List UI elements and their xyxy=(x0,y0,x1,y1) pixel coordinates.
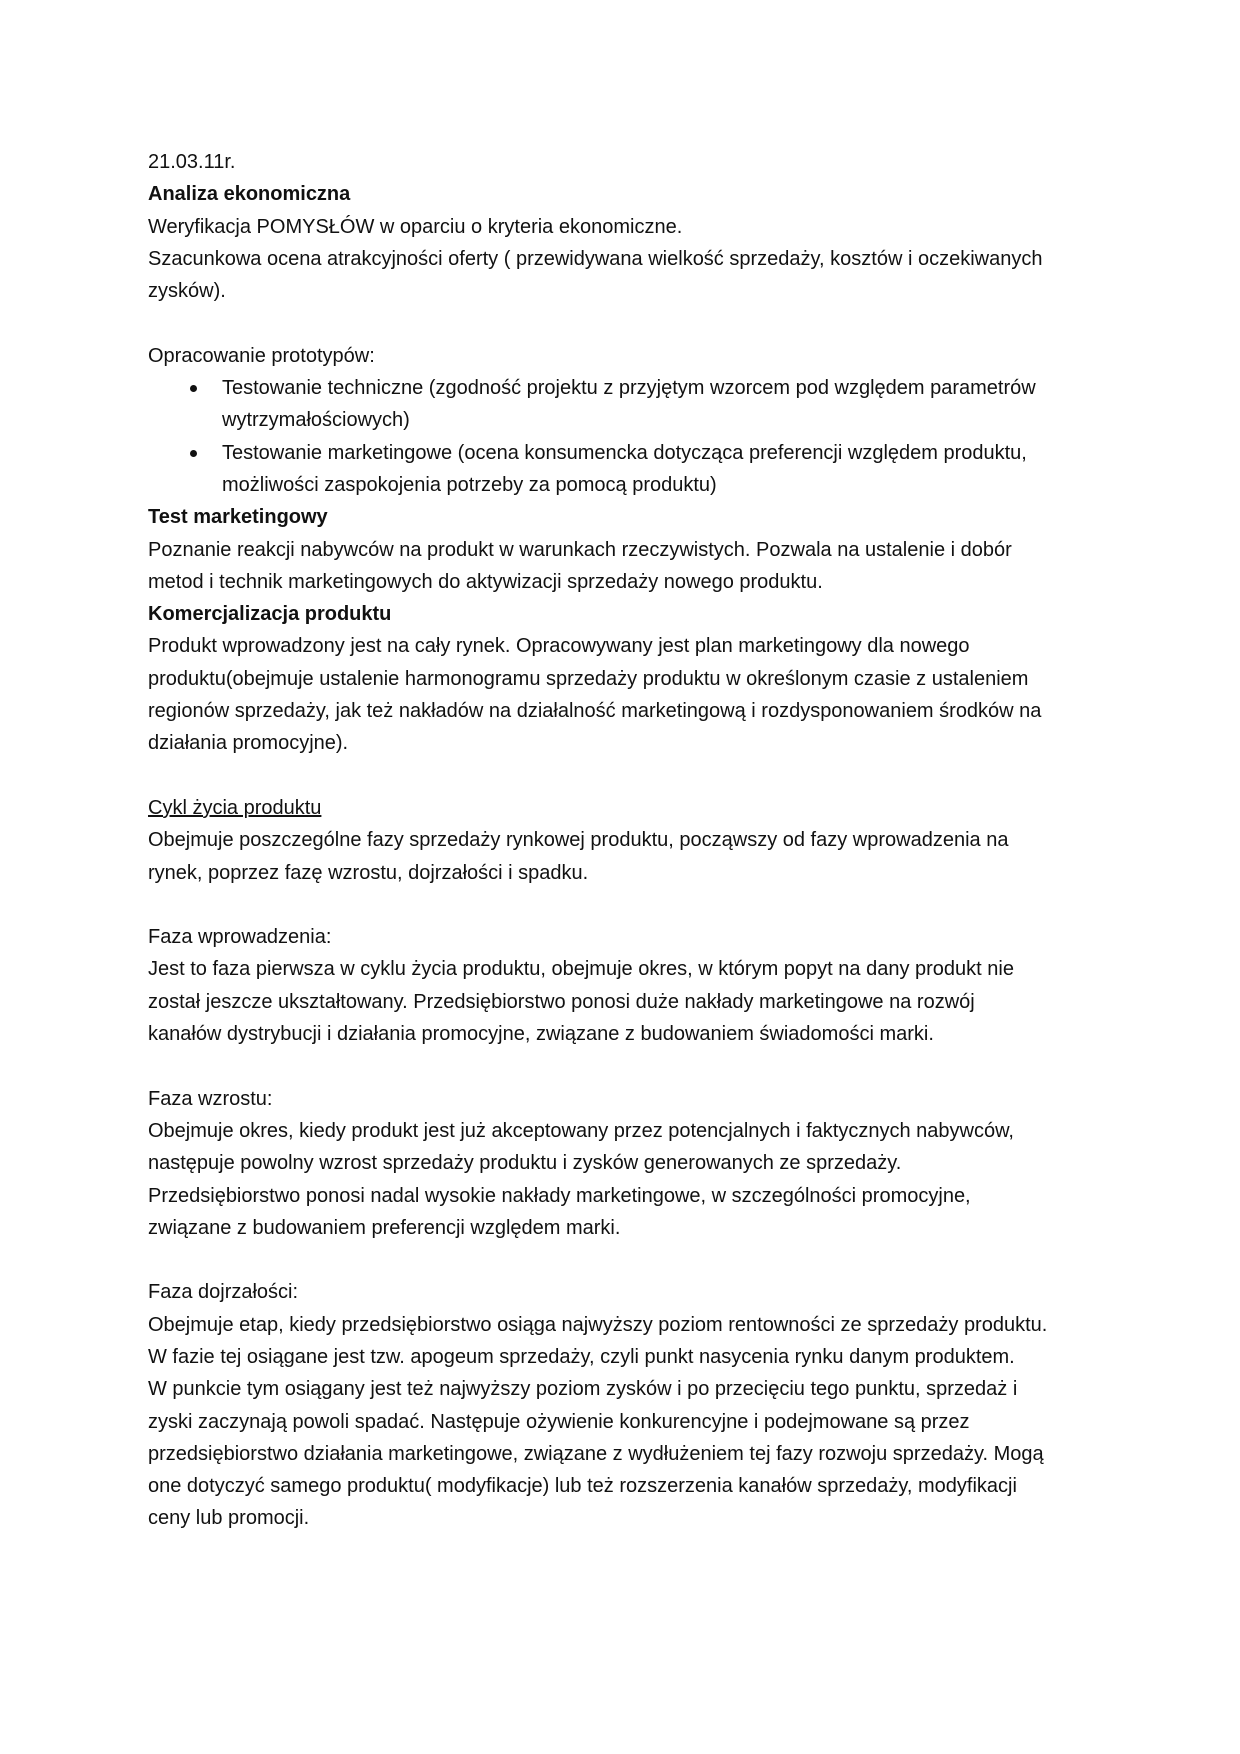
paragraph-line: produktu(obejmuje ustalenie harmonogramu sprzedaży produktu w określonym czasie z ustaleniem xyxy=(148,667,1029,690)
blank-line xyxy=(148,1244,1088,1276)
paragraph-line: przedsiębiorstwo działania marketingowe, związane z wydłużeniem tej fazy rozwoju sprzedaży. Mogą xyxy=(148,1442,1044,1465)
paragraph-line: Szacunkowa ocena atrakcyjności oferty ( przewidywana wielkość sprzedaży, kosztów i oczekiwanych xyxy=(148,247,1043,270)
paragraph-line: został jeszcze ukształtowany. Przedsiębiorstwo ponosi duże nakłady marketingowe na rozwój xyxy=(148,990,975,1013)
heading-cykl-zycia xyxy=(148,792,1088,824)
paragraph-line: W fazie tej osiągane jest tzw. apogeum sprzedaży, czyli punkt nasycenia rynku danym produktem. xyxy=(148,1345,1015,1368)
paragraph-line: Jest to faza pierwsza w cyklu życia produktu, obejmuje okres, w którym popyt na dany produkt nie xyxy=(148,958,1014,981)
paragraph-line: rynek, poprzez fazę wzrostu, dojrzałości i spadku. xyxy=(148,861,589,884)
bullet-icon xyxy=(190,385,197,392)
list-item-text: Testowanie marketingowe (ocena konsumencka dotycząca preferencji względem produktu, xyxy=(222,441,1027,464)
paragraph-line: Obejmuje etap, kiedy przedsiębiorstwo osiąga najwyższy poziom rentowności ze sprzedaży produktu. xyxy=(148,1313,1048,1336)
paragraph-line: W punkcie tym osiągany jest też najwyższy poziom zysków i po przecięciu tego punktu, sprzedaż i xyxy=(148,1378,1018,1401)
heading-faza-wzrostu: Faza wzrostu: xyxy=(148,1087,273,1110)
paragraph-line: ceny lub promocji. xyxy=(148,1507,310,1530)
heading-faza-dojrzalosci: Faza dojrzałości: xyxy=(148,1281,299,1304)
blank-line xyxy=(148,760,1088,792)
heading-prototypy: Opracowanie prototypów: xyxy=(148,344,375,367)
document-page xyxy=(148,146,1088,1535)
paragraph-line: kanałów dystrybucji i działania promocyjne, związane z budowaniem świadomości marki. xyxy=(148,1023,934,1046)
blank-line xyxy=(148,307,1088,339)
heading-cykl-zycia-text: Cykl życia produktu xyxy=(148,796,322,819)
paragraph-line: działania promocyjne). xyxy=(148,732,349,755)
paragraph-line: Poznanie reakcji nabywców na produkt w warunkach rzeczywistych. Pozwala na ustalenie i dobór xyxy=(148,538,1012,561)
heading-test-marketingowy: Test marketingowy xyxy=(148,506,328,529)
list-item xyxy=(148,437,1088,502)
paragraph-line: Weryfikacja POMYSŁÓW w oparciu o kryteria ekonomiczne. xyxy=(148,215,683,238)
blank-line xyxy=(148,889,1088,921)
paragraph-line: Przedsiębiorstwo ponosi nadal wysokie nakłady marketingowe, w szczególności promocyjne, xyxy=(148,1184,971,1207)
bullet-icon xyxy=(190,450,197,457)
heading-komercjalizacja: Komercjalizacja produktu xyxy=(148,603,392,626)
paragraph-line: Obejmuje poszczególne fazy sprzedaży rynkowej produktu, począwszy od fazy wprowadzenia na xyxy=(148,829,1009,852)
list-item-text: możliwości zaspokojenia potrzeby za pomocą produktu) xyxy=(222,473,717,496)
list-item-text: wytrzymałościowych) xyxy=(222,409,410,432)
heading-analiza: Analiza ekonomiczna xyxy=(148,183,351,206)
paragraph-line: metod i technik marketingowych do aktywizacji sprzedaży nowego produktu. xyxy=(148,570,823,593)
paragraph-line: Produkt wprowadzony jest na cały rynek. Opracowywany jest plan marketingowy dla nowego xyxy=(148,635,970,658)
heading-faza-wprowadzenia: Faza wprowadzenia: xyxy=(148,926,332,949)
paragraph-line: zysków). xyxy=(148,280,226,303)
paragraph-line: następuje powolny wzrost sprzedaży produktu i zysków generowanych ze sprzedaży. xyxy=(148,1152,902,1175)
paragraph-line: one dotyczyć samego produktu( modyfikacje) lub też rozszerzenia kanałów sprzedaży, modyfikacji xyxy=(148,1475,1017,1498)
blank-line xyxy=(148,1050,1088,1082)
paragraph-line: regionów sprzedaży, jak też nakładów na działalność marketingową i rozdysponowaniem środków na xyxy=(148,700,1042,723)
paragraph-line: związane z budowaniem preferencji względem marki. xyxy=(148,1216,621,1239)
list-item xyxy=(148,372,1088,437)
list-item-text: Testowanie techniczne (zgodność projektu z przyjętym wzorcem pod względem parametrów xyxy=(222,377,1036,400)
paragraph-line: zyski zaczynają powoli spadać. Następuje ożywienie konkurencyjne i podejmowane są przez xyxy=(148,1410,970,1433)
paragraph-line: Obejmuje okres, kiedy produkt jest już akceptowany przez potencjalnych i faktycznych nabywców, xyxy=(148,1119,1014,1142)
date-line: 21.03.11r. xyxy=(148,151,236,173)
bullet-list xyxy=(148,372,1088,501)
